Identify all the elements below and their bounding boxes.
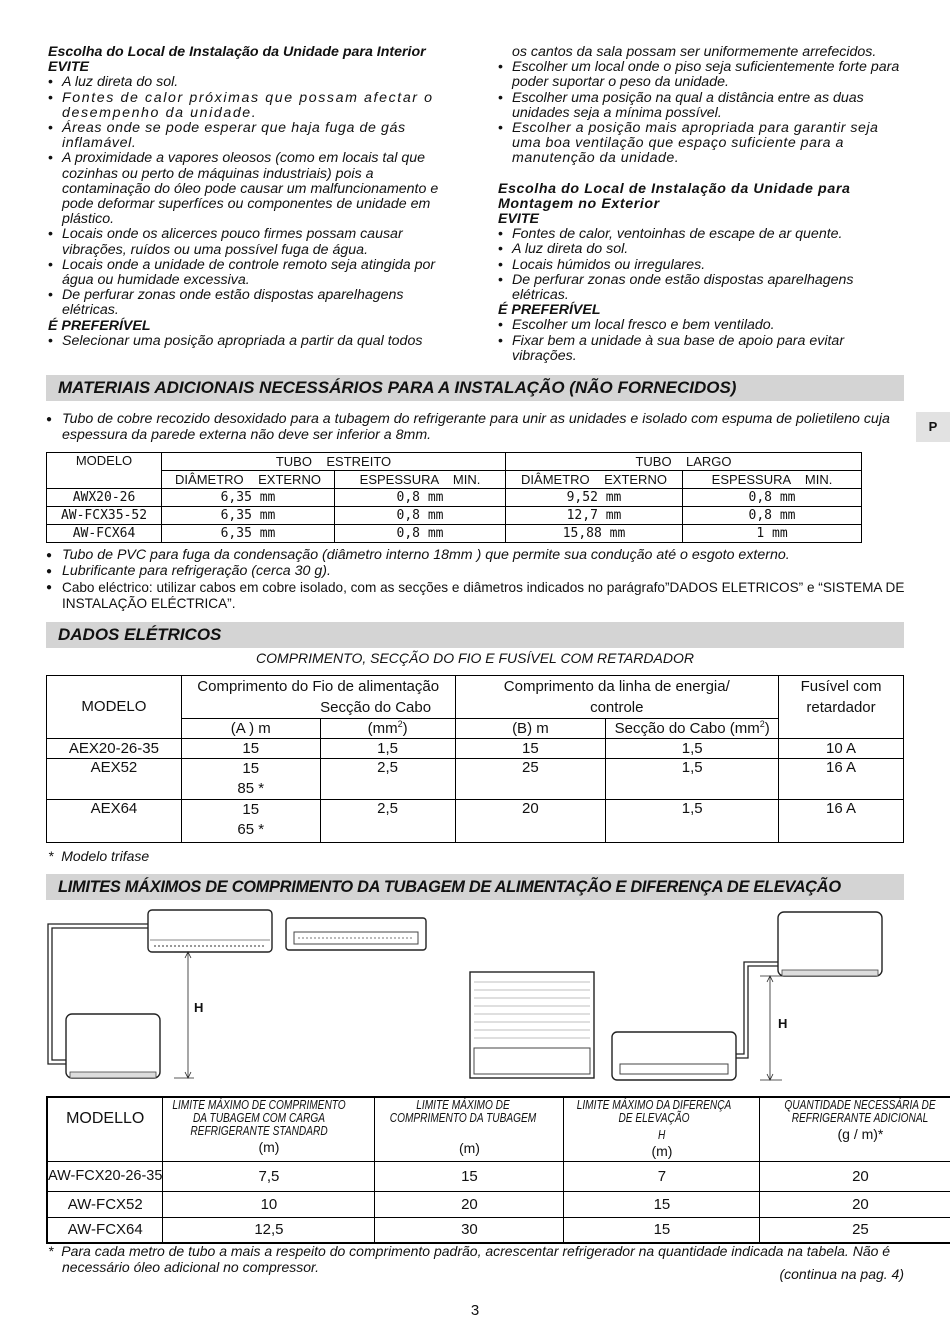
elec-col-b: (B) m: [455, 718, 606, 738]
limits-footnote: * Para cada metro de tubo a mais a respeito do comprimento padrão, acrescentar refrigerador na quantidade indicada na tabela. Não é necessário óleo adicional no compressor.: [48, 1243, 894, 1275]
cell: 1 mm: [683, 525, 862, 543]
list-item: • Escolher um local fresco e bem ventilado.: [498, 318, 904, 333]
list-item: • Escolher uma posição na qual a distância entre as duas unidades seja a mínima possível.: [498, 91, 904, 121]
installation-illustration-left: [38, 904, 478, 1084]
continuation-text: os cantos da sala possam ser uniformemente arrefecidos.: [512, 44, 877, 60]
table-row: [47, 1217, 950, 1243]
cell: 25: [760, 1217, 950, 1243]
cell: 20: [455, 799, 606, 842]
limits-col-max-text: LIMITE MÁXIMO DE COMPRIMENTO DA TUBAGEM: [390, 1097, 537, 1125]
pipe-col-thick: ESPESSURA MIN.: [335, 471, 506, 489]
installation-illustration-right: [460, 904, 900, 1084]
cell: 15: [564, 1217, 760, 1243]
outdoor-prefer-list: [498, 318, 904, 364]
cell: AEX20-26-35: [47, 738, 182, 758]
cell-line: 15: [242, 800, 260, 818]
cell: AEX64: [47, 799, 182, 842]
limits-col-elevation-h: H: [658, 1127, 666, 1142]
list-item: • Fixar bem a unidade à sua base de apoio para evitar vibrações.: [498, 334, 904, 364]
list-item: • Escolher um local onde o piso seja suficientemente forte para poder suportar o peso da unidade.: [498, 60, 904, 90]
electrical-footnote: * Modelo trifase: [48, 848, 150, 864]
elec-col-a: (A ) m: [181, 718, 320, 738]
limits-table: [46, 1096, 950, 1244]
electrical-heading: DADOS ELÉTRICOS: [46, 622, 904, 648]
cell: 2,5: [320, 799, 455, 842]
cell: 1,5: [606, 758, 779, 799]
materials-intro: ● Tubo de cobre recozido desoxidado para a tubagem do refrigerante para unir as unidades e isolado com espuma de polietileno cuja espessura da parede externa não deve ser inferior a 8mm.: [46, 412, 922, 443]
materials-bullet: ● Tubo de PVC para fuga da condensação (diâmetro interno 18mm ) que permite sua condução até o esgoto externo.: [46, 548, 922, 564]
pipe-table: [46, 452, 862, 543]
cell: 6,35 mm: [162, 525, 335, 543]
table-row: [47, 525, 862, 543]
cell: 16 A: [779, 799, 904, 842]
outdoor-avoid-list: [498, 227, 904, 303]
cell: 6,35 mm: [162, 489, 335, 507]
elec-col-section: Secção do Cabo: [320, 697, 455, 718]
outdoor-install-section: [498, 45, 904, 364]
pipe-col-diam: DIÂMETRO EXTERNO: [506, 471, 683, 489]
pipe-col-wide: TUBO LARGO: [506, 453, 862, 471]
pipe-col-narrow: TUBO ESTREITO: [162, 453, 506, 471]
limits-col-elevation: [564, 1097, 760, 1161]
cell: 9,52 mm: [506, 489, 683, 507]
elec-mm2-close: ): [402, 720, 408, 737]
limits-col-model: MODELLO: [47, 1097, 163, 1161]
cell-line: 85 *: [237, 779, 265, 797]
indoor-prefer-label: É PREFERÍVEL: [48, 317, 151, 334]
cell: 1,5: [606, 799, 779, 842]
pipe-col-thick: ESPESSURA MIN.: [683, 471, 862, 489]
list-item: • A luz direta do sol.: [48, 75, 454, 90]
limits-col-refrigerant-text: QUANTIDADE NECESSÁRIA DE REFRIGERANTE ADICIONAL: [784, 1097, 937, 1125]
cell: AW-FCX64: [47, 525, 162, 543]
elec-mm2-text: (mm: [367, 720, 398, 737]
outdoor-prefer-label: É PREFERÍVEL: [498, 302, 601, 319]
cell: 16 A: [779, 758, 904, 799]
cell: 20: [760, 1191, 950, 1217]
list-item: • Locais húmidos ou irregulares.: [498, 258, 904, 273]
materials-heading: MATERIAIS ADICIONAIS NECESSÁRIOS PARA A INSTALAÇÃO (NÃO FORNECIDOS): [46, 375, 904, 401]
pipe-col-diam: DIÂMETRO EXTERNO: [162, 471, 335, 489]
cell: 30: [375, 1217, 564, 1243]
elec-col-model: MODELO: [47, 676, 182, 739]
elec-col-section2: [606, 718, 779, 738]
table-row: [47, 489, 862, 507]
limits-unit: (m): [458, 1140, 480, 1156]
cell: 20: [760, 1161, 950, 1191]
limits-col-max: [375, 1097, 564, 1161]
limits-unit: (m): [651, 1143, 673, 1159]
cell: 20: [375, 1191, 564, 1217]
elec-sec2-text: Secção do Cabo (mm: [614, 720, 760, 737]
elec-col-line2: controle: [455, 697, 779, 718]
cell: AW-FCX35-52: [47, 507, 162, 525]
height-label-left: H: [194, 1000, 204, 1015]
cell: 12,7 mm: [506, 507, 683, 525]
limits-unit: (m): [258, 1139, 280, 1155]
cell: 25: [455, 758, 606, 799]
outdoor-avoid-label: EVITE: [498, 211, 539, 228]
indoor-prefer-list: [48, 334, 454, 349]
elec-col-fuse: [779, 676, 904, 719]
cell: 10 A: [779, 738, 904, 758]
cell: 0,8 mm: [335, 525, 506, 543]
cell: 0,8 mm: [335, 489, 506, 507]
elec-sec2-sup: 2: [759, 719, 765, 729]
pipe-col-model: MODELO: [47, 453, 162, 489]
cell: 0,8 mm: [335, 507, 506, 525]
cell: 12,5: [163, 1217, 375, 1243]
cell: 10: [163, 1191, 375, 1217]
list-item: • De perfurar zonas onde estão dispostas aparelhagens elétricas.: [498, 273, 904, 303]
cell: 15: [564, 1191, 760, 1217]
list-item: • A luz direta do sol.: [498, 242, 904, 257]
elec-mm2-sup: 2: [397, 719, 403, 729]
list-item: • Locais onde a unidade de controle remoto seja atingida por água ou humidade excessiva.: [48, 258, 454, 288]
elec-fuse-line1: Fusível com: [800, 678, 882, 695]
cell: AW-FCX20-26-35: [47, 1161, 163, 1191]
cell: 0,8 mm: [683, 489, 862, 507]
cell: 1,5: [606, 738, 779, 758]
elec-col-line1: Comprimento da linha de energia/: [455, 676, 779, 697]
cell-line: 15: [242, 759, 260, 777]
blank-cell: [181, 697, 320, 718]
blank-cell: [779, 718, 904, 738]
indoor-avoid-label: EVITE: [48, 59, 89, 76]
cell: 15: [181, 738, 320, 758]
cell: 15: [455, 738, 606, 758]
list-item: • De perfurar zonas onde estão dispostas aparelhagens elétricas.: [48, 288, 454, 318]
list-item: • Áreas onde se pode esperar que haja fuga de gás inflamável.: [48, 121, 454, 151]
cell: AWX20-26: [47, 489, 162, 507]
list-item: • Fontes de calor próximas que possam afectar o desempenho da unidade.: [48, 91, 454, 121]
cell: 6,35 mm: [162, 507, 335, 525]
table-row: [47, 799, 904, 842]
cell: 15: [375, 1161, 564, 1191]
height-label-right: H: [778, 1016, 788, 1031]
cell: 0,8 mm: [683, 507, 862, 525]
elec-fuse-line2: retardador: [806, 699, 876, 716]
page-number: 3: [470, 1302, 480, 1319]
cell: AEX52: [47, 758, 182, 799]
indoor-install-title: Escolha do Local de Instalação da Unidade para Interior: [48, 44, 426, 60]
language-tab: P: [916, 412, 950, 442]
table-row: [47, 738, 904, 758]
cell: 7,5: [163, 1161, 375, 1191]
indoor-prefer-list-cont: [498, 60, 904, 166]
limits-col-standard: [163, 1097, 375, 1161]
limits-col-elevation-text: LIMITE MÁXIMO DA DIFERENÇA DE ELEVAÇÃO: [577, 1097, 732, 1125]
indoor-avoid-list: [48, 75, 454, 318]
limits-heading: LIMITES MÁXIMOS DE COMPRIMENTO DA TUBAGEM DE ALIMENTAÇÃO E DIFERENÇA DE ELEVAÇÃO: [46, 874, 904, 900]
limits-unit: (g / m)*: [837, 1126, 884, 1142]
cell: [181, 758, 320, 799]
cell: AW-FCX64: [47, 1217, 163, 1243]
list-item: • Fontes de calor, ventoinhas de escape de ar quente.: [498, 227, 904, 242]
cell: [181, 799, 320, 842]
limits-col-refrigerant: [760, 1097, 950, 1161]
indoor-install-section: [48, 45, 454, 349]
elec-sec2-close: ): [764, 720, 770, 737]
cell: 2,5: [320, 758, 455, 799]
electrical-table: [46, 675, 904, 843]
table-row: [47, 758, 904, 799]
table-row: [47, 1161, 950, 1191]
elec-col-mm2: [320, 718, 455, 738]
continued-note: (continua na pag. 4): [779, 1266, 904, 1282]
outdoor-install-title: Escolha do Local de Instalação da Unidade para Montagem no Exterior: [498, 180, 851, 212]
materials-bullet: ● Cabo eléctrico: utilizar cabos em cobre isolado, com as secções e diâmetros indicados no parágrafo”DADOS ELETRICOS” e “SISTEMA DE INSTALAÇÃO ELÉCTRICA”.: [46, 580, 922, 611]
cell-line: 65 *: [237, 820, 265, 838]
cell: 1,5: [320, 738, 455, 758]
table-row: [47, 1191, 950, 1217]
materials-bullet: ● Lubrificante para refrigeração (cerca 30 g).: [46, 564, 922, 580]
list-item: • Selecionar uma posição apropriada a partir da qual todos: [48, 334, 454, 349]
elec-col-feed: Comprimento do Fio de alimentação: [181, 676, 455, 697]
cell: 15,88 mm: [506, 525, 683, 543]
electrical-subtitle: COMPRIMENTO, SECÇÃO DO FIO E FUSÍVEL COM RETARDADOR: [256, 650, 694, 666]
list-item: • Escolher a posição mais apropriada para garantir seja uma boa ventilação que espaço suficiente para a manutenção da unidade.: [498, 121, 904, 167]
limits-col-standard-text: LIMITE MÁXIMO DE COMPRIMENTO DA TUBAGEM COM CARGA REFRIGERANTE STANDARD: [172, 1097, 347, 1138]
cell: AW-FCX52: [47, 1191, 163, 1217]
list-item: • Locais onde os alicerces pouco firmes possam causar vibrações, ruídos ou uma possível fuga de água.: [48, 227, 454, 257]
list-item: • A proximidade a vapores oleosos (como em locais tal que cozinhas ou perto de máquinas industriais) pois a contaminação do óleo pode causar um malfuncionamento e pode deformar superfíces ou componentes de unidade em plástico.: [48, 151, 454, 227]
cell: 7: [564, 1161, 760, 1191]
table-row: [47, 507, 862, 525]
